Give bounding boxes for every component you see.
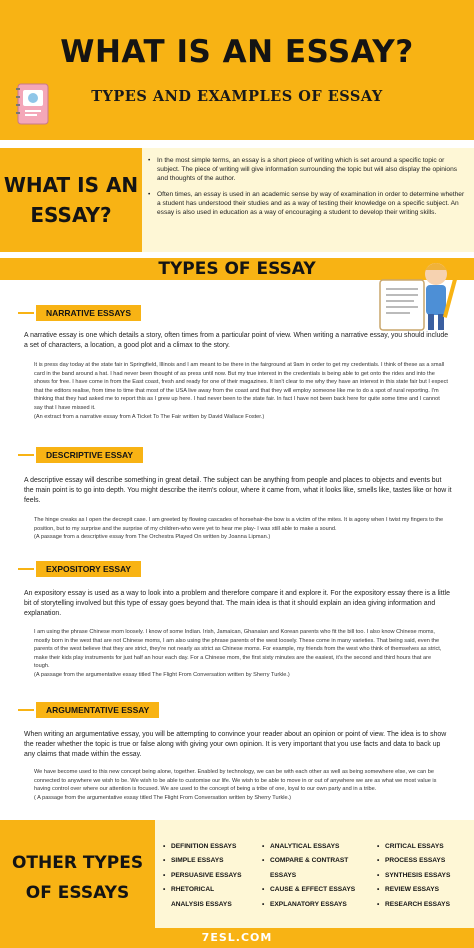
list-item: • PROCESS ESSAYS (377, 854, 450, 868)
boy-with-scroll-illustration (374, 258, 462, 334)
header-banner (0, 0, 474, 140)
list-item: ANALYSIS ESSAYS (171, 900, 232, 908)
other-types-column-1 (163, 840, 241, 912)
list-item: • ANALYTICAL ESSAYS (262, 840, 355, 854)
intro-bullet-list (148, 156, 466, 224)
section-label-expository: EXPOSITORY ESSAY (36, 561, 141, 577)
other-types-column-2 (262, 840, 355, 912)
list-item: ESSAYS (270, 871, 297, 879)
other-heading-box (0, 820, 155, 928)
footer-bar (0, 928, 474, 948)
section-source: (An extract from a narrative essay from A Ticket To The Fair written by David Wallace Foster.) (34, 413, 265, 420)
section-source: (A passage from a descriptive essay from The Orchestra Played On written by Joanna Lipman.) (34, 534, 271, 541)
list-item: • DEFINITION ESSAYS (163, 840, 241, 854)
section-label-narrative: NARRATIVE ESSAYS (36, 305, 141, 321)
section-source: ( A passage from the argumentative essay titled The Flight From Conversation written by Sherry Turkle.) (34, 794, 292, 801)
section-example: We have become used to this new concept being alone, together. Enabled by technology, we can be with each other as well as being somewhere else, we can be connected to anywhere we wish to be. We wish to be able to customise our life. We wish to be able to move in or out of anywhere we are as what we most value is having control over where our attention is focused. We are used to the concept of being a tribe of one, loyal to our own party and in a tribe. ( A passage from the argumentative essay titled The Flight From Conversation written by Sherry Turkle.) (34, 769, 437, 801)
other-types-panel (0, 820, 474, 928)
section-description: A descriptive essay will describe something in great detail. The subject can be anything from people and places to objects and events but the main point is to go into depth. You might describe the item's colour, where it came from, what it looks like, smells like, tastes like or how it feels. (24, 477, 452, 504)
section-marker (18, 454, 34, 456)
types-heading: TYPES OF ESSAY (158, 259, 316, 279)
section-description: When writing an argumentative essay, you will be attempting to convince your reader about an opinion or point of view. The idea is to show the reader whether the topic is true or false along with giving your own opinion. It is very important that you use facts and data to back up any claims that made within the essay. (24, 731, 447, 758)
other-types-column-3 (377, 840, 450, 912)
site-logo: 7ESL.COM (201, 931, 273, 944)
notebook-icon (14, 82, 52, 126)
section-marker (18, 312, 34, 314)
section-example: The hinge creaks as I open the decrepit case. I am greeted by flowing cascades of horsehair-the bow is a victim of the mites. It is agony when I twist my fingers to the position, but to my surprise and the surprise of my children-who were yet to hear me play- I was still able to make a sound. (A passage from a descriptive essay from The Orchestra Played On written by Joanna Lipman.) (34, 517, 444, 541)
section-source: (A passage from the argumentative essay titled The Flight From Conversation written by Sherry Turkle.) (34, 671, 290, 678)
section-label-descriptive: DESCRIPTIVE ESSAY (36, 447, 143, 463)
list-item: • PERSUASIVE ESSAYS (163, 869, 241, 883)
list-item: • REVIEW ESSAYS (377, 883, 450, 897)
list-item: • EXPLANATORY ESSAYS (262, 898, 355, 912)
list-item: • RESEARCH ESSAYS (377, 898, 450, 912)
section-marker (18, 568, 34, 570)
section-example: It is press day today at the state fair in Springfield, Illinois and I am meant to be there in the fairground at 9am in order to get my credentials. I think of these as a small card in the band around a hat. I had never been thought of as press until now. But my true interest in the credentials is being able to get onto the rides and into the shows for free. I have come in from the East coast, fresh and ready for one of their magazines. It isn't clear to me why they have an interest in this state fair but I expect that the editors realise, from time to time that most of the USA live away from the coast and that they will employ someone like me to do a spot of rural reporting. I'm thinking that they had asked me to report this as I grew up here. I had never been to the state fair. In fact I have not been back here for quite some time and I cannot say that I have missed it. (An extract from a narrative essay from A Ticket To The Fair written by David Wallace Foster.) (34, 362, 448, 420)
section-description: An expository essay is used as a way to look into a problem and therefore compare it and explore it. For the expository essay there is a little bit of storytelling involved but this type of essay goes beyond that. The main idea is that it should explain an idea giving information and explanation. (24, 590, 450, 617)
list-item: • COMPARE & CONTRAST (262, 854, 355, 868)
intro-bullet: • In the most simple terms, an essay is a short piece of writing which is set around a specific topic or subject. The piece of writing will give information surrounding the topic but will also display the opinions and thoughts of the author. (148, 156, 466, 183)
intro-heading: WHAT IS AN ESSAY? (3, 173, 139, 227)
section-description: A narrative essay is one which details a story, often times from a particular point of view. When writing a narrative essay, you should include a set of characters, a location, a good plot and a climax to the story. (24, 332, 449, 349)
list-item: • CAUSE & EFFECT ESSAYS (262, 883, 355, 897)
page-subtitle: TYPES AND EXAMPLES OF ESSAY (91, 88, 383, 105)
section-marker (18, 709, 34, 711)
page-title: WHAT IS AN ESSAY? (60, 34, 414, 70)
section-example: I am using the phrase Chinese mom loosely. I know of some Indian. Irish, Jamaican, Ghanaian and Korean parents who fit the bill too. I also know Chinese moms, mostly born in the west that are not Chinese moms, I am also using the phrase parents of the west loosely. These come in many varieties. That being said, even the parents of the west believe that they are strict, they're not nearly as strict as Chinese moms. For example, my friends from the west who think of themselves as strict, make their kids play instruments for just half an hour each day. For a Chinese mom, the first sixty minutes are the easiest, it's the second and third hours that are tough. (A passage from the argumentative essay titled The Flight From Conversation written by Sherry Turkle.) (34, 629, 442, 678)
other-heading: OTHER TYPES OF ESSAYS (11, 853, 144, 903)
intro-heading-box (0, 148, 142, 252)
list-item: • RHETORICAL (163, 883, 241, 897)
intro-panel (0, 148, 474, 252)
list-item: • CRITICAL ESSAYS (377, 840, 450, 854)
list-item: • SIMPLE ESSAYS (163, 854, 241, 868)
section-label-argumentative: ARGUMENTATIVE ESSAY (36, 702, 159, 718)
list-item: • SYNTHESIS ESSAYS (377, 869, 450, 883)
intro-bullet: • Often times, an essay is used in an academic sense by way of examination in order to determine whether a student has understood their studies and as a way of testing their knowledge on a specific subject. An essay is also used in education as a way of encouraging a student to develop their writing skills. (148, 190, 466, 217)
